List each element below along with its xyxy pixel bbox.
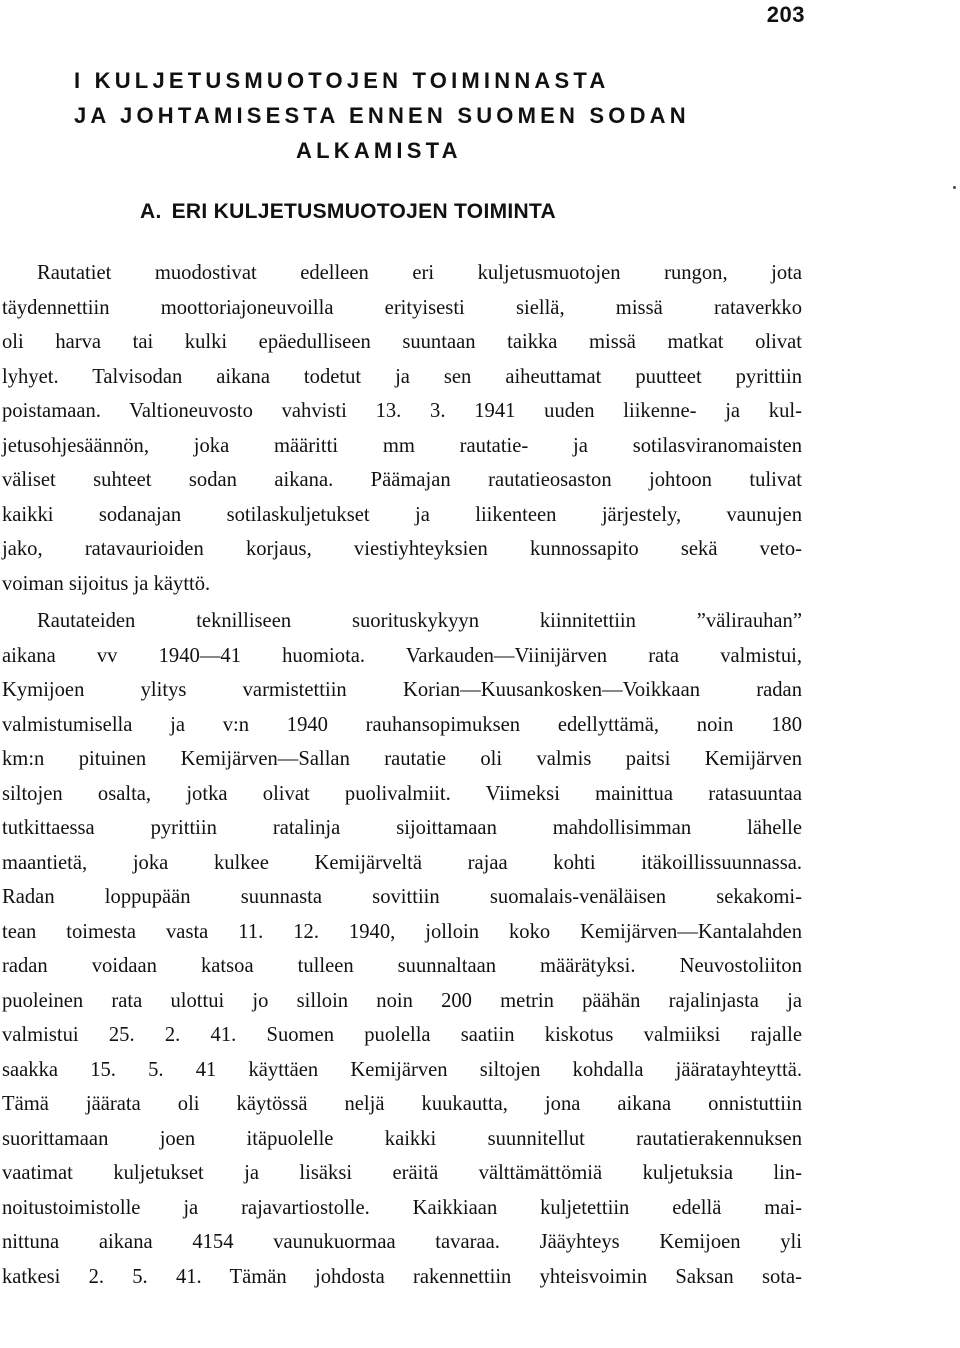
text-line: maantietä, joka kulkee Kemijärveltä rajaa kohti itäkoillissuunnassa. bbox=[2, 851, 802, 874]
text-line: aikana vv 1940—41 huomiota. Varkauden—Viinijärven rata valmistui, bbox=[2, 644, 802, 667]
text-line: valmistumisella ja v:n 1940 rauhansopimuksen edellyttämä, noin 180 bbox=[2, 713, 802, 736]
text-line: oli harva tai kulki epäedulliseen suuntaan taikka missä matkat olivat bbox=[2, 331, 802, 353]
chapter-title-line: ALKAMISTA bbox=[296, 138, 462, 163]
section-heading-text: ERI KULJETUSMUOTOJEN TOIMINTA bbox=[171, 200, 557, 223]
text-line: jako, ratavaurioiden korjaus, viestiyhteyksien kunnossapito sekä veto- bbox=[2, 538, 802, 560]
text-line: tutkittaessa pyrittiin ratalinja sijoittamaan mahdollisimman lähelle bbox=[2, 817, 802, 839]
text-line: täydennettiin moottoriajoneuvoilla erityisesti siellä, missä rataverkko bbox=[2, 296, 802, 319]
section-label: A. bbox=[140, 200, 162, 223]
text-line: valmistui 25. 2. 41. Suomen puolella saatiin kiskotus valmiiksi rajalle bbox=[2, 1024, 802, 1046]
text-line: Rautatiet muodostivat edelleen eri kuljetusmuotojen rungon, jota bbox=[37, 262, 802, 284]
text-line: katkesi 2. 5. 41. Tämän johdosta rakennettiin yhteisvoimin Saksan sota- bbox=[2, 1265, 802, 1288]
text-line: Rautateiden teknilliseen suorituskykyyn kiinnitettiin ”välirauhan” bbox=[37, 610, 802, 632]
text-line: saakka 15. 5. 41 käyttäen Kemijärven siltojen kohdalla jääratayhteyttä. bbox=[2, 1058, 802, 1081]
text-line: tean toimesta vasta 11. 12. 1940, jolloin koko Kemijärven—Kantalahden bbox=[2, 920, 802, 943]
paragraph bbox=[2, 256, 802, 601]
text-line: väliset suhteet sodan aikana. Päämajan rautatieosaston johtoon tulivat bbox=[2, 469, 802, 491]
text-line: Kymijoen ylitys varmistettiin Korian—Kuusankosken—Voikkaan radan bbox=[2, 679, 802, 701]
text-line: voiman sijoitus ja käyttö. bbox=[2, 572, 211, 595]
text-line: lyhyet. Talvisodan aikana todetut ja sen aiheuttamat puutteet pyrittiin bbox=[2, 365, 802, 388]
text-line: Tämä jäärata oli käytössä neljä kuukautta, jona aikana onnistuttiin bbox=[2, 1093, 802, 1115]
text-line: noitustoimistolle ja rajavartiostolle. Kaikkiaan kuljetettiin edellä mai- bbox=[2, 1196, 802, 1219]
text-line: radan voidaan katsoa tulleen suunnaltaan määrätyksi. Neuvostoliiton bbox=[2, 955, 802, 977]
chapter-title-line: I KULJETUSMUOTOJEN TOIMINNASTA bbox=[74, 68, 610, 93]
text-line: puoleinen rata ulottui jo silloin noin 200 metrin päähän rajalinjasta ja bbox=[2, 989, 802, 1012]
paragraph bbox=[2, 604, 802, 1294]
text-line: Radan loppupään suunnasta sovittiin suomalais-venäläisen sekakomi- bbox=[2, 886, 802, 908]
body-text bbox=[2, 256, 802, 1294]
text-line: siltojen osalta, jotka olivat puolivalmiit. Viimeksi mainittua ratasuuntaa bbox=[2, 782, 802, 805]
text-line: jetusohjesäännön, joka määritti mm rautatie- ja sotilasviranomaisten bbox=[2, 434, 802, 457]
text-line: kaikki sodanajan sotilaskuljetukset ja liikenteen järjestely, vaunujen bbox=[2, 503, 802, 526]
text-line: km:n pituinen Kemijärven—Sallan rautatie oli valmis paitsi Kemijärven bbox=[2, 748, 802, 770]
page-number: 203 bbox=[766, 2, 805, 27]
text-line: suorittamaan joen itäpuolelle kaikki suunnitellut rautatierakennuksen bbox=[2, 1127, 802, 1150]
chapter-title bbox=[74, 63, 774, 168]
chapter-title-line: JA JOHTAMISESTA ENNEN SUOMEN SODAN bbox=[74, 103, 690, 128]
section-title bbox=[140, 200, 556, 224]
text-line: poistamaan. Valtioneuvosto vahvisti 13. 3. 1941 uuden liikenne- ja kul- bbox=[2, 400, 802, 422]
scan-speck bbox=[953, 186, 956, 189]
text-line: nittuna aikana 4154 vaunukuormaa tavaraa. Jääyhteys Kemijoen yli bbox=[2, 1231, 802, 1253]
text-line: vaatimat kuljetukset ja lisäksi eräitä välttämättömiä kuljetuksia lin- bbox=[2, 1162, 802, 1184]
